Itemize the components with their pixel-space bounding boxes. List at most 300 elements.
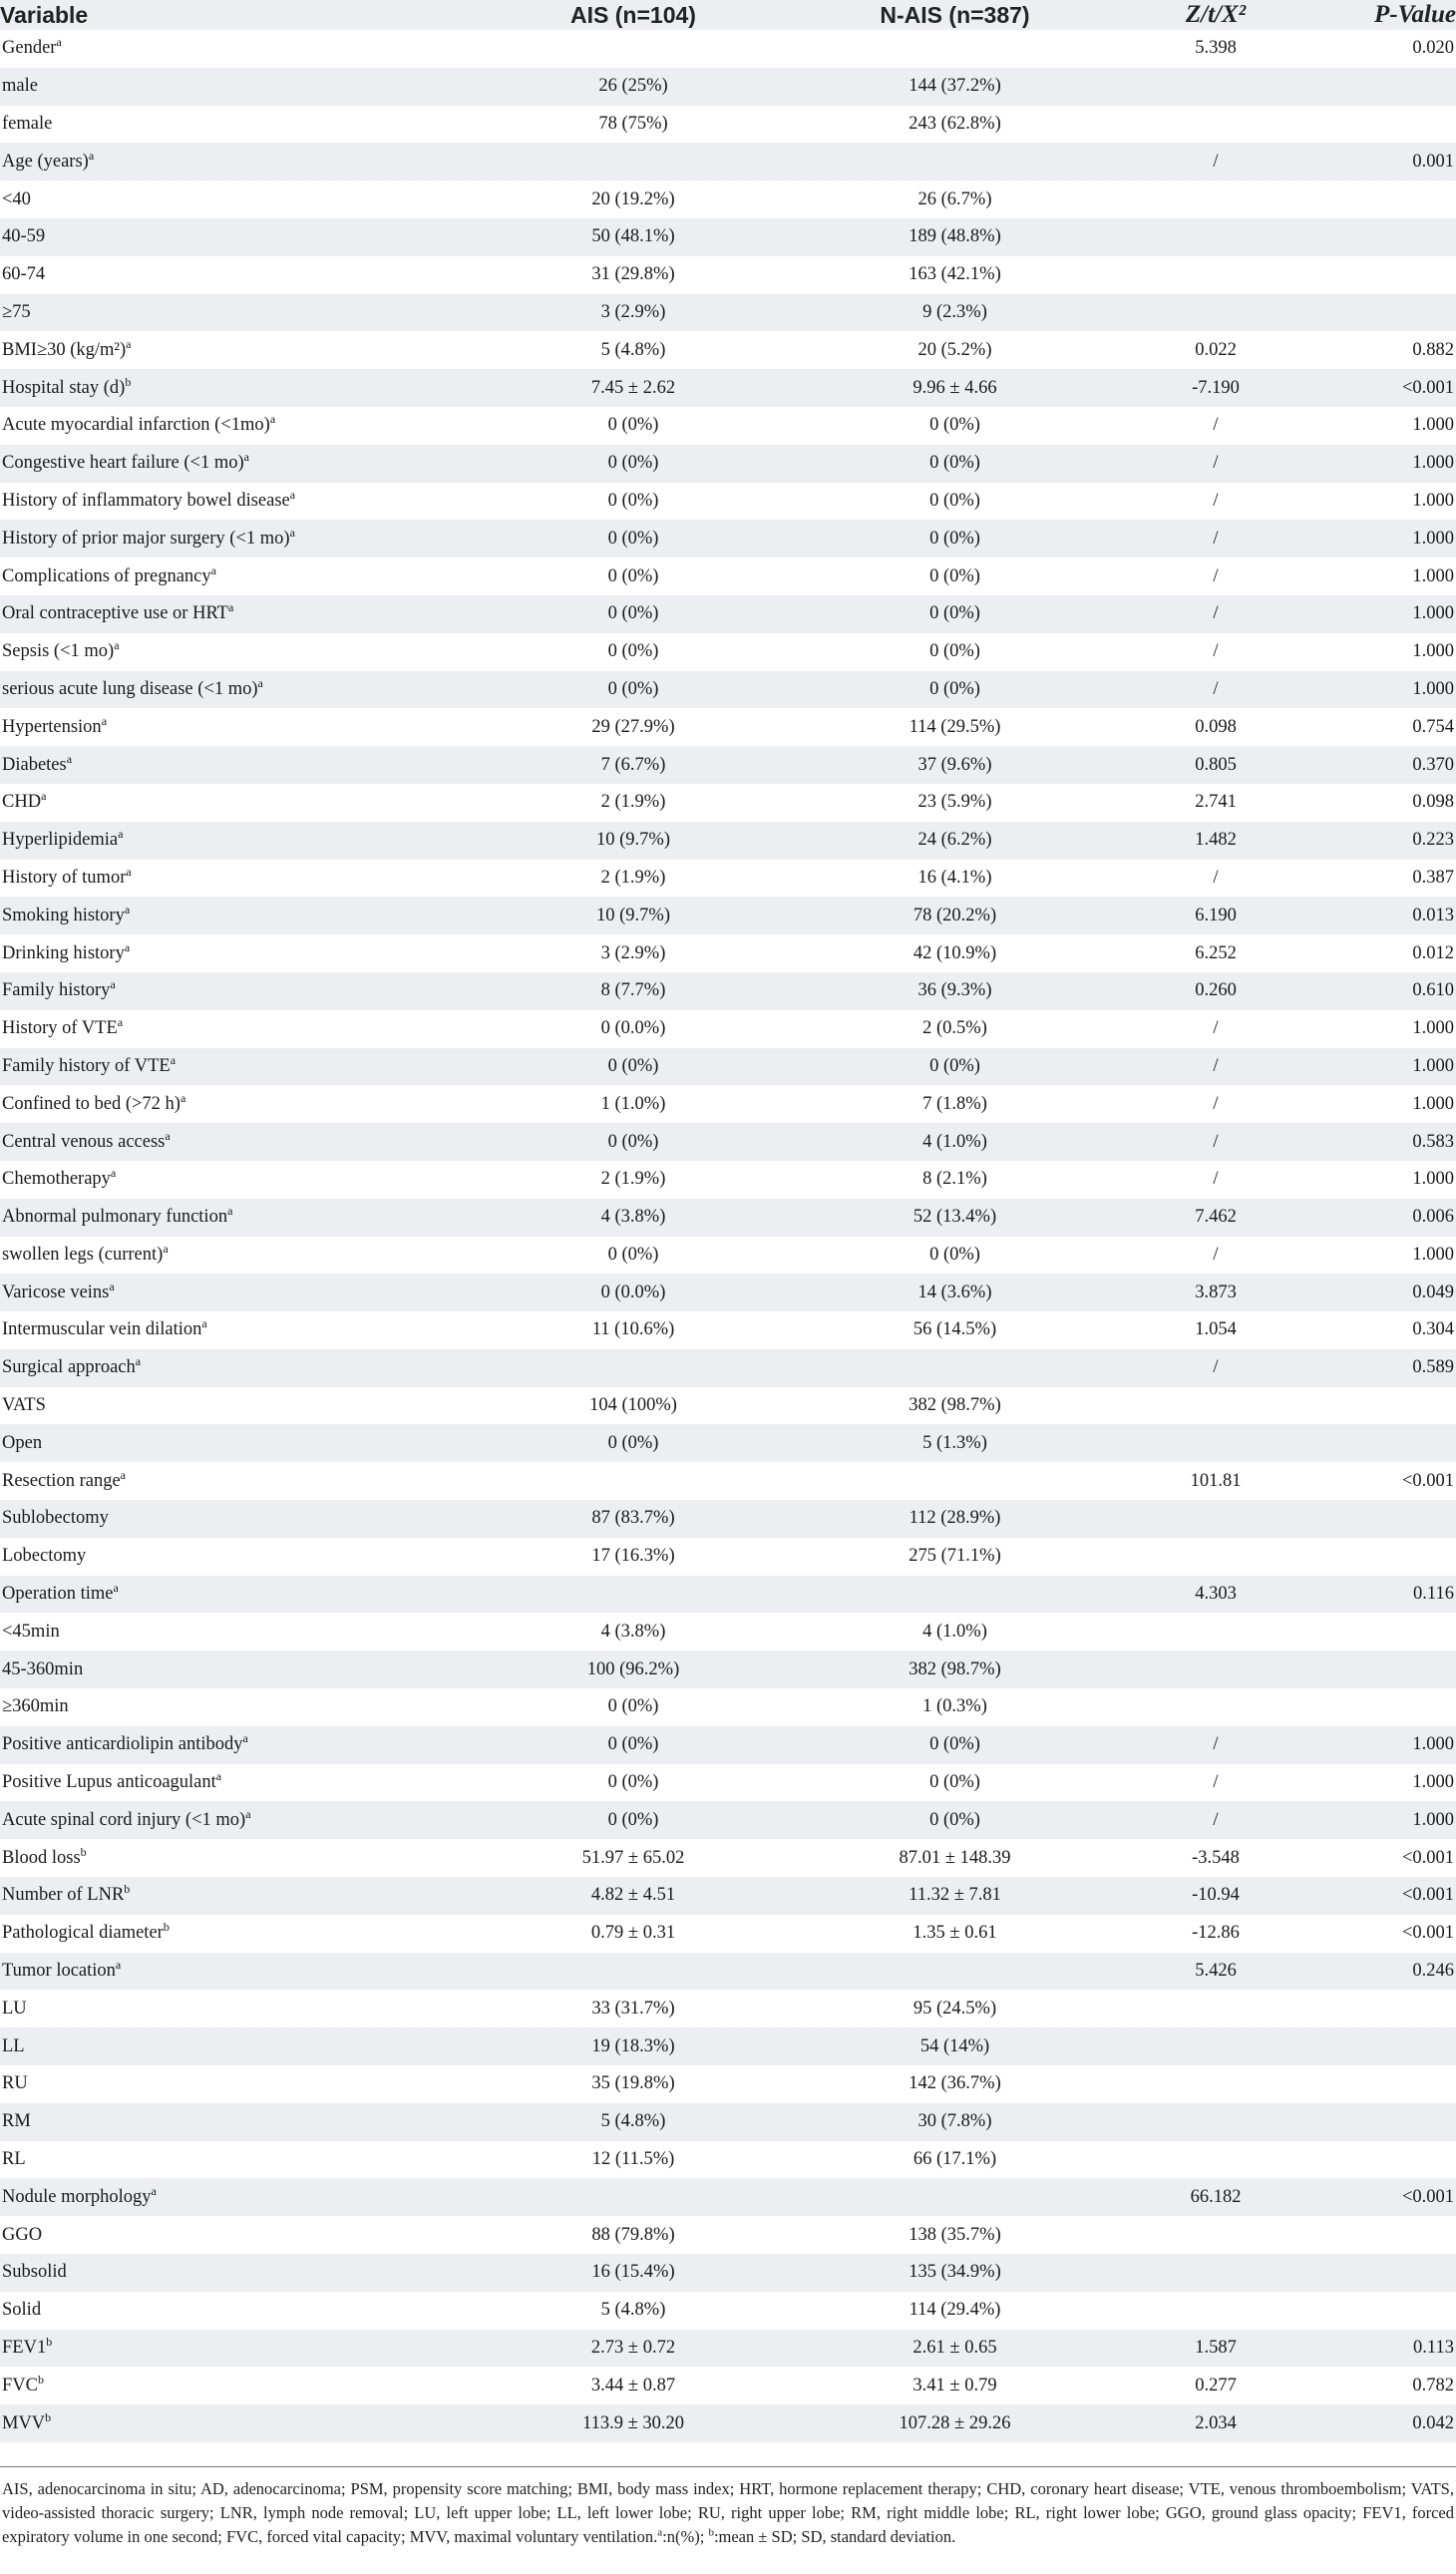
cell-variable (0, 1237, 489, 1275)
cell-stat: / (1213, 528, 1219, 549)
variable-label: <45min (2, 1621, 60, 1642)
variable-label: VATS (2, 1395, 46, 1416)
cell-stat: 1.482 (1195, 830, 1237, 851)
cell-ais: 29 (27.9%) (591, 716, 675, 737)
cell-variable (0, 2141, 489, 2179)
variable-label: Intermuscular vein dilation (2, 1319, 202, 1340)
cell-pvalue: 0.223 (1412, 830, 1454, 851)
cell-pvalue (1299, 68, 1456, 106)
cell-pvalue: <0.001 (1401, 1847, 1454, 1868)
cell-stat: / (1213, 1169, 1219, 1190)
variable-label: History of tumor (2, 867, 127, 888)
cell-pvalue: 0.882 (1412, 339, 1454, 360)
cell-pvalue: 1.000 (1412, 1169, 1454, 1190)
variable-label: Central venous access (2, 1131, 166, 1152)
table-row (0, 1500, 1456, 1538)
cell-variable (0, 1274, 489, 1311)
variable-label: Pathological diameter (2, 1923, 164, 1944)
table-row (0, 1349, 1456, 1387)
cell-pvalue (1299, 1651, 1456, 1688)
variable-footnote-marker: a (88, 148, 95, 163)
cell-nais: 87.01 ± 148.39 (899, 1847, 1011, 1868)
variable-footnote-marker: b (124, 1882, 131, 1897)
cell-pvalue: 0.583 (1412, 1131, 1454, 1152)
cell-stat: 4.303 (1195, 1584, 1237, 1605)
cell-variable (0, 1538, 489, 1576)
variable-footnote-marker: a (126, 864, 132, 879)
variable-label: GGO (2, 2224, 43, 2245)
variable-label: History of prior major surgery (<1 mo) (2, 528, 290, 549)
variable-label: FEV1 (2, 2338, 47, 2358)
cell-ais: 26 (25%) (598, 76, 668, 97)
variable-footnote-marker: a (151, 2183, 157, 2198)
cell-stat: / (1213, 867, 1219, 888)
cell-stat: 2.034 (1195, 2412, 1237, 2433)
cell-stat (1132, 2292, 1299, 2330)
cell-nais: 0 (0%) (929, 415, 980, 436)
table-row (0, 1877, 1456, 1915)
variable-label: Surgical approach (2, 1357, 136, 1378)
cell-stat: 6.190 (1195, 905, 1237, 925)
cell-pvalue: <0.001 (1401, 1470, 1454, 1491)
table-row (0, 2330, 1456, 2368)
cell-nais (778, 1576, 1132, 1614)
table-row (0, 1726, 1456, 1764)
table-row (0, 1764, 1456, 1802)
cell-nais: 9 (2.3%) (922, 301, 987, 322)
cell-ais: 100 (96.2%) (586, 1658, 680, 1679)
table-row (0, 671, 1456, 709)
cell-pvalue: 0.042 (1412, 2412, 1454, 2433)
table-row (0, 1462, 1456, 1500)
cell-nais (778, 1953, 1132, 1991)
variable-label: History of inflammatory bowel disease (2, 490, 290, 511)
variable-label: ≥360min (2, 1696, 69, 1717)
cell-stat (1132, 256, 1299, 294)
variable-footnote-marker: a (201, 1316, 207, 1331)
cell-nais (778, 1462, 1132, 1500)
table-row (0, 557, 1456, 595)
cell-pvalue: 1.000 (1412, 678, 1454, 699)
header-row (0, 0, 1456, 30)
cell-stat (1132, 68, 1299, 106)
table-row (0, 1915, 1456, 1953)
cell-ais: 12 (11.5%) (591, 2149, 675, 2170)
cell-variable (0, 2254, 489, 2292)
cell-ais: 10 (9.7%) (596, 905, 670, 925)
variable-label: Tumor location (2, 1961, 116, 1982)
cell-pvalue: 0.304 (1412, 1319, 1454, 1340)
variable-label: Oral contraceptive use or HRT (2, 603, 228, 624)
cell-nais: 382 (98.7%) (909, 1395, 1001, 1416)
variable-label: Blood loss (2, 1847, 81, 1868)
cell-ais: 0 (0.0%) (600, 1282, 666, 1302)
variable-label: serious acute lung disease (<1 mo) (2, 678, 258, 699)
table-row (0, 1651, 1456, 1688)
cell-variable (0, 294, 489, 332)
cell-nais: 4 (1.0%) (922, 1621, 987, 1642)
cell-variable (0, 2216, 489, 2254)
cell-stat (1132, 294, 1299, 332)
cell-pvalue (1299, 2292, 1456, 2330)
cell-pvalue (1299, 1538, 1456, 1576)
table-body (0, 30, 1456, 2442)
cell-variable (0, 520, 489, 557)
cell-variable (0, 1953, 489, 1991)
variable-label: Varicose veins (2, 1282, 110, 1302)
cell-ais: 51.97 ± 65.02 (581, 1847, 685, 1868)
cell-stat: / (1213, 1018, 1219, 1039)
cell-variable (0, 483, 489, 521)
cell-ais: 88 (79.8%) (591, 2224, 675, 2245)
cell-stat (1132, 2141, 1299, 2179)
table-row (0, 1688, 1456, 1726)
table-row (0, 445, 1456, 483)
cell-nais: 54 (14%) (919, 2035, 990, 2056)
table-row (0, 1387, 1456, 1425)
table-bottom-rule (0, 2466, 1456, 2467)
cell-ais: 35 (19.8%) (591, 2073, 675, 2094)
cell-nais: 0 (0%) (929, 1772, 980, 1793)
cell-pvalue (1299, 2065, 1456, 2103)
cell-pvalue: 0.013 (1412, 905, 1454, 925)
table-row (0, 2065, 1456, 2103)
cell-nais: 0 (0%) (929, 678, 980, 699)
header-stat-label: Z/t/X² (1185, 1, 1247, 28)
cell-variable (0, 1500, 489, 1538)
cell-pvalue (1299, 2027, 1456, 2065)
cell-stat: 5.398 (1195, 38, 1237, 59)
cell-stat: / (1213, 1131, 1219, 1152)
cell-nais: 0 (0%) (929, 1734, 980, 1755)
variable-label: Congestive heart failure (<1 mo) (2, 453, 244, 474)
variable-label: LL (2, 2035, 25, 2056)
cell-ais: 11 (10.6%) (591, 1319, 675, 1340)
variable-footnote-marker: b (80, 1844, 87, 1859)
cell-nais: 37 (9.6%) (917, 754, 992, 775)
cell-ais (489, 1953, 778, 1991)
cell-ais: 0 (0%) (607, 603, 659, 624)
cell-nais: 163 (42.1%) (909, 264, 1001, 285)
cell-stat: 0.098 (1195, 716, 1237, 737)
footnote-b-text: :mean ± SD; SD, standard deviation. (713, 2527, 956, 2546)
cell-nais: 0 (0%) (929, 1055, 980, 1076)
table-row (0, 784, 1456, 822)
table-row (0, 1161, 1456, 1199)
cell-stat: -3.548 (1192, 1847, 1240, 1868)
table-row (0, 2404, 1456, 2442)
cell-variable (0, 143, 489, 181)
cell-ais: 0 (0%) (607, 1432, 659, 1453)
cell-stat (1132, 2065, 1299, 2103)
cell-nais: 382 (98.7%) (909, 1658, 1001, 1679)
cell-variable (0, 934, 489, 972)
cell-nais: 66 (17.1%) (912, 2149, 997, 2170)
cell-ais: 113.9 ± 30.20 (582, 2412, 684, 2433)
cell-nais: 0 (0%) (929, 1809, 980, 1830)
variable-label: 60-74 (2, 264, 46, 285)
variable-label: Age (years) (2, 151, 89, 172)
cell-ais: 17 (16.3%) (591, 1546, 675, 1567)
table-row (0, 2178, 1456, 2216)
cell-variable (0, 822, 489, 860)
cell-ais (489, 143, 778, 181)
cell-variable (0, 1349, 489, 1387)
table-row (0, 483, 1456, 521)
variable-label: Acute spinal cord injury (<1 mo) (2, 1809, 246, 1830)
variable-footnote-marker: a (165, 1128, 171, 1143)
variable-label: Family history of VTE (2, 1055, 171, 1076)
cell-stat: 0.260 (1195, 980, 1237, 1001)
variable-label: History of VTE (2, 1018, 118, 1039)
variable-footnote-marker: a (269, 412, 276, 427)
table-row (0, 746, 1456, 784)
cell-nais: 0 (0%) (929, 453, 980, 474)
cell-nais: 0 (0%) (929, 641, 980, 662)
cell-variable (0, 1424, 489, 1462)
cell-ais: 0 (0%) (607, 415, 659, 436)
variable-footnote-marker: a (242, 1731, 248, 1746)
cell-variable (0, 897, 489, 934)
cell-pvalue: 0.020 (1412, 38, 1454, 59)
cell-nais: 1.35 ± 0.61 (912, 1923, 997, 1944)
variable-label: <40 (2, 188, 31, 209)
footnote-a-marker: a (657, 2526, 663, 2539)
cell-stat (1132, 1990, 1299, 2027)
header-stat (1132, 0, 1299, 30)
cell-ais: 4.82 ± 4.51 (590, 1885, 676, 1906)
cell-variable (0, 2178, 489, 2216)
cell-nais: 95 (24.5%) (912, 1998, 997, 2019)
cell-variable (0, 1651, 489, 1688)
cell-variable (0, 2330, 489, 2368)
cell-stat: / (1213, 1357, 1219, 1378)
cell-stat (1132, 2027, 1299, 2065)
cell-variable (0, 68, 489, 106)
cell-pvalue: 1.000 (1412, 453, 1454, 474)
cell-stat (1132, 1500, 1299, 1538)
cell-stat: / (1213, 1055, 1219, 1076)
cell-pvalue: 0.098 (1412, 792, 1454, 813)
table-row (0, 595, 1456, 633)
cell-stat: 5.426 (1195, 1961, 1237, 1982)
variable-label: FVC (2, 2375, 38, 2395)
cell-pvalue (1299, 2254, 1456, 2292)
variable-footnote-marker: a (210, 562, 216, 577)
cell-nais: 243 (62.8%) (909, 113, 1001, 134)
cell-pvalue: 0.006 (1412, 1207, 1454, 1228)
variable-label: ≥75 (2, 301, 31, 322)
cell-nais (778, 2178, 1132, 2216)
cell-ais: 0 (0%) (607, 678, 659, 699)
cell-variable (0, 1010, 489, 1048)
table-row (0, 369, 1456, 407)
cell-ais: 1 (1.0%) (600, 1093, 666, 1114)
cell-nais: 0 (0%) (929, 490, 980, 511)
cell-pvalue: 1.000 (1412, 1018, 1454, 1039)
variable-footnote-marker: a (41, 789, 47, 804)
cell-pvalue: <0.001 (1401, 377, 1454, 398)
cell-stat: / (1213, 641, 1219, 662)
table-row (0, 2216, 1456, 2254)
cell-variable (0, 972, 489, 1010)
cell-ais: 2.73 ± 0.72 (590, 2338, 676, 2358)
cell-stat: 1.587 (1195, 2338, 1237, 2358)
variable-label: male (2, 76, 38, 97)
cell-pvalue: 0.049 (1412, 1282, 1454, 1302)
cell-ais: 20 (19.2%) (591, 188, 675, 209)
cell-ais: 19 (18.3%) (591, 2035, 675, 2056)
table-row (0, 1613, 1456, 1651)
cell-pvalue (1299, 1387, 1456, 1425)
table-row (0, 1085, 1456, 1123)
header-pvalue (1299, 0, 1456, 30)
variable-footnote-marker: a (257, 675, 263, 690)
cell-ais: 0 (0%) (607, 1772, 659, 1793)
cell-stat: / (1213, 565, 1219, 586)
cell-variable (0, 2404, 489, 2442)
table-row (0, 143, 1456, 181)
variable-footnote-marker: a (135, 1354, 142, 1369)
cell-nais (778, 143, 1132, 181)
cell-ais: 5 (4.8%) (600, 2111, 666, 2132)
table-row (0, 1199, 1456, 1237)
table-row (0, 2141, 1456, 2179)
cell-stat: 3.873 (1195, 1282, 1237, 1302)
cell-variable (0, 708, 489, 746)
variable-footnote-marker: a (115, 1957, 122, 1972)
cell-pvalue: 0.246 (1412, 1961, 1454, 1982)
cell-stat (1132, 1538, 1299, 1576)
cell-ais: 7 (6.7%) (600, 754, 666, 775)
cell-variable (0, 256, 489, 294)
cell-ais: 0 (0%) (607, 1244, 659, 1265)
cell-variable (0, 1726, 489, 1764)
cell-variable (0, 106, 489, 144)
cell-variable (0, 218, 489, 256)
variable-footnote-marker: a (113, 1580, 119, 1595)
variable-label: Confined to bed (>72 h) (2, 1093, 181, 1114)
table-row (0, 1311, 1456, 1349)
cell-pvalue (1299, 2216, 1456, 2254)
cell-pvalue: <0.001 (1401, 1923, 1454, 1944)
cell-nais: 56 (14.5%) (912, 1319, 997, 1340)
cell-ais: 0 (0%) (607, 490, 659, 511)
cell-pvalue: 0.012 (1412, 942, 1454, 963)
cell-nais: 23 (5.9%) (917, 792, 992, 813)
cell-nais: 78 (20.2%) (912, 905, 997, 925)
cell-pvalue: 0.610 (1412, 980, 1454, 1001)
variable-label: CHD (2, 792, 42, 813)
cell-stat (1132, 181, 1299, 218)
cell-variable (0, 369, 489, 407)
cell-ais: 0.79 ± 0.31 (590, 1923, 676, 1944)
cell-ais: 0 (0%) (607, 1131, 659, 1152)
cell-stat (1132, 1424, 1299, 1462)
variable-label: Number of LNR (2, 1885, 125, 1906)
cell-ais: 31 (29.8%) (591, 264, 675, 285)
cell-ais (489, 1349, 778, 1387)
cell-ais: 4 (3.8%) (600, 1621, 666, 1642)
cell-pvalue (1299, 106, 1456, 144)
cell-pvalue (1299, 1500, 1456, 1538)
cell-variable (0, 746, 489, 784)
table-row (0, 407, 1456, 445)
cell-stat (1132, 1387, 1299, 1425)
variable-footnote-marker: a (117, 1014, 124, 1029)
cell-variable (0, 1915, 489, 1953)
cell-variable (0, 557, 489, 595)
variable-footnote-marker: b (45, 2409, 52, 2424)
variable-label: Hyperlipidemia (2, 830, 119, 851)
cell-variable (0, 784, 489, 822)
variable-footnote-marker: a (66, 751, 73, 766)
cell-variable (0, 671, 489, 709)
cell-stat: 0.022 (1195, 339, 1237, 360)
cell-stat: / (1213, 678, 1219, 699)
variable-footnote-marker: b (163, 1920, 170, 1935)
cell-stat: / (1213, 1772, 1219, 1793)
variable-label: Sublobectomy (2, 1508, 109, 1529)
cell-pvalue: 1.000 (1412, 415, 1454, 436)
table-row (0, 934, 1456, 972)
cell-variable (0, 445, 489, 483)
cell-variable (0, 181, 489, 218)
cell-nais: 16 (4.1%) (917, 867, 992, 888)
table-row (0, 1953, 1456, 1991)
table-row (0, 2292, 1456, 2330)
cell-ais: 2 (1.9%) (600, 1169, 666, 1190)
cell-nais: 275 (71.1%) (909, 1546, 1001, 1567)
variable-label: RM (2, 2111, 31, 2132)
variable-footnote-marker: a (243, 450, 249, 464)
cell-nais: 114 (29.5%) (909, 716, 1001, 737)
cell-ais: 3.44 ± 0.87 (590, 2375, 676, 2395)
variable-label: 40-59 (2, 226, 46, 247)
variable-label: 45-360min (2, 1658, 84, 1679)
cell-variable (0, 1199, 489, 1237)
cell-variable (0, 1801, 489, 1839)
cell-ais (489, 2178, 778, 2216)
variable-label: Open (2, 1432, 43, 1453)
table-row (0, 331, 1456, 369)
cell-pvalue (1299, 1613, 1456, 1651)
cell-stat: / (1213, 453, 1219, 474)
table-row (0, 256, 1456, 294)
cell-stat: 66.182 (1190, 2186, 1242, 2207)
cell-ais: 0 (0%) (607, 1055, 659, 1076)
cell-variable (0, 860, 489, 898)
cell-pvalue: 0.370 (1412, 754, 1454, 775)
variable-label: Family history (2, 980, 111, 1001)
table-row (0, 1010, 1456, 1048)
table-row (0, 897, 1456, 934)
cell-ais (489, 1576, 778, 1614)
variable-label: Diabetes (2, 754, 67, 775)
cell-pvalue: 0.754 (1412, 716, 1454, 737)
cell-ais: 50 (48.1%) (591, 226, 675, 247)
table-row (0, 520, 1456, 557)
table-row (0, 1576, 1456, 1614)
cell-stat: 7.462 (1195, 1207, 1237, 1228)
table-row (0, 1538, 1456, 1576)
table-header (0, 0, 1456, 30)
cell-nais: 189 (48.8%) (909, 226, 1001, 247)
cell-pvalue (1299, 2103, 1456, 2141)
variable-label: RL (2, 2149, 26, 2170)
cell-variable (0, 1839, 489, 1877)
cell-nais: 14 (3.6%) (917, 1282, 992, 1302)
